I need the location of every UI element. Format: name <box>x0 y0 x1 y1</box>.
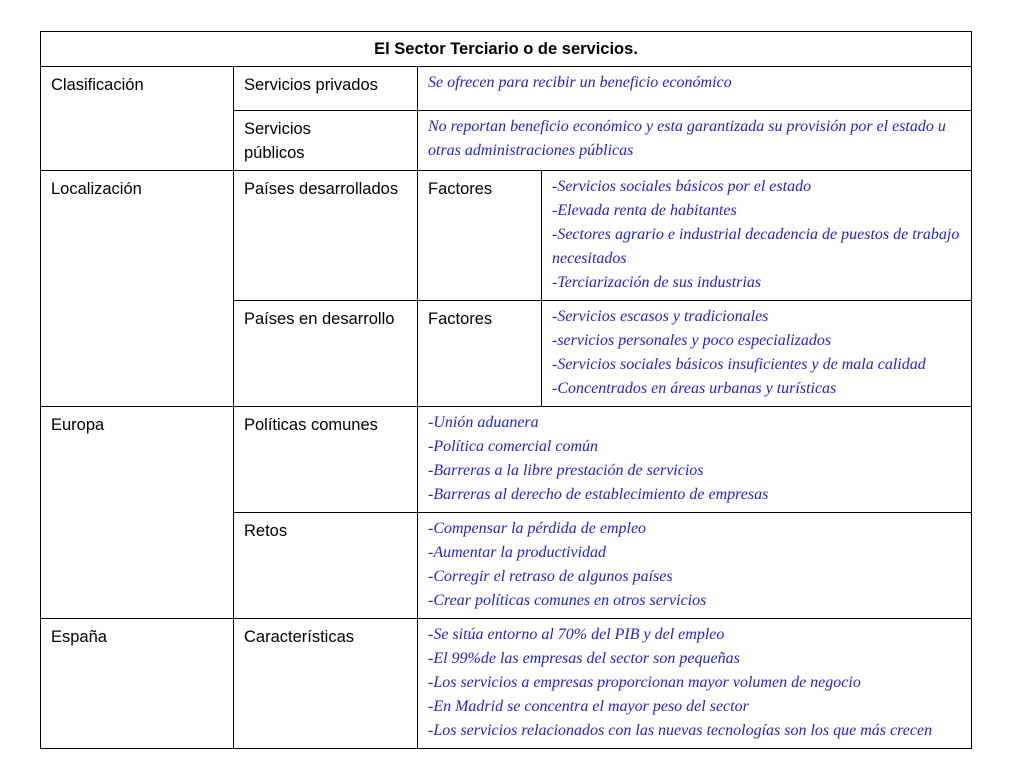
list-item: -Terciarización de sus industrias <box>552 274 762 291</box>
list-item: -En Madrid se concentra el mayor peso del sector <box>428 698 749 715</box>
paises-en-desarrollo-label: Países en desarrollo <box>234 301 418 407</box>
list-item: -Se sitúa entorno al 70% del PIB y del empleo <box>428 626 725 643</box>
list-item: -Unión aduanera <box>428 414 539 431</box>
list-item: -El 99%de las empresas del sector son pequeñas <box>428 650 740 667</box>
row-label-europa: Europa <box>41 407 234 619</box>
servicios-privados-label: Servicios privados <box>234 67 418 111</box>
services-table <box>40 31 972 749</box>
row-label-espana: España <box>41 619 234 749</box>
caracteristicas-list <box>418 619 972 749</box>
caracteristicas-label: Características <box>234 619 418 749</box>
row-label-clasificacion: Clasificación <box>41 67 234 171</box>
row-label-localizacion: Localización <box>41 171 234 407</box>
servicios-privados-text: Se ofrecen para recibir un beneficio económico <box>418 67 972 111</box>
factores-desarrollados-list <box>542 171 972 301</box>
list-item: -Elevada renta de habitantes <box>552 202 737 219</box>
list-item: -Barreras al derecho de establecimiento de empresas <box>428 486 769 503</box>
retos-label: Retos <box>234 513 418 619</box>
list-item: -Servicios escasos y tradicionales <box>552 308 769 325</box>
list-item: -Servicios sociales básicos por el estado <box>552 178 812 195</box>
list-item: -Corregir el retraso de algunos países <box>428 568 673 585</box>
factores-en-desarrollo-label: Factores <box>418 301 542 407</box>
list-item: -Los servicios a empresas proporcionan mayor volumen de negocio <box>428 674 861 691</box>
servicios-publicos-text: No reportan beneficio económico y esta garantizada su provisión por el estado u otras administraciones públicas <box>418 111 972 171</box>
table-title: El Sector Terciario o de servicios. <box>41 32 972 67</box>
list-item: -Compensar la pérdida de empleo <box>428 520 647 537</box>
politicas-comunes-list <box>418 407 972 513</box>
list-item: -Los servicios relacionados con las nuevas tecnologías son los que más crecen <box>428 722 933 739</box>
list-item: -Sectores agrario e industrial decadencia de puestos de trabajo necesitados <box>552 226 960 267</box>
list-item: -Servicios sociales básicos insuficientes y de mala calidad <box>552 356 926 373</box>
list-item: -Barreras a la libre prestación de servicios <box>428 462 704 479</box>
servicios-publicos-label: Servicios públicos <box>234 111 418 171</box>
list-item: -Crear políticas comunes en otros servicios <box>428 592 707 609</box>
politicas-comunes-label: Políticas comunes <box>234 407 418 513</box>
retos-list <box>418 513 972 619</box>
factores-desarrollados-label: Factores <box>418 171 542 301</box>
factores-en-desarrollo-list <box>542 301 972 407</box>
paises-desarrollados-label: Países desarrollados <box>234 171 418 301</box>
list-item: -Concentrados en áreas urbanas y turísticas <box>552 380 837 397</box>
list-item: -Aumentar la productividad <box>428 544 607 561</box>
list-item: -Política comercial común <box>428 438 599 455</box>
list-item: -servicios personales y poco especializados <box>552 332 832 349</box>
